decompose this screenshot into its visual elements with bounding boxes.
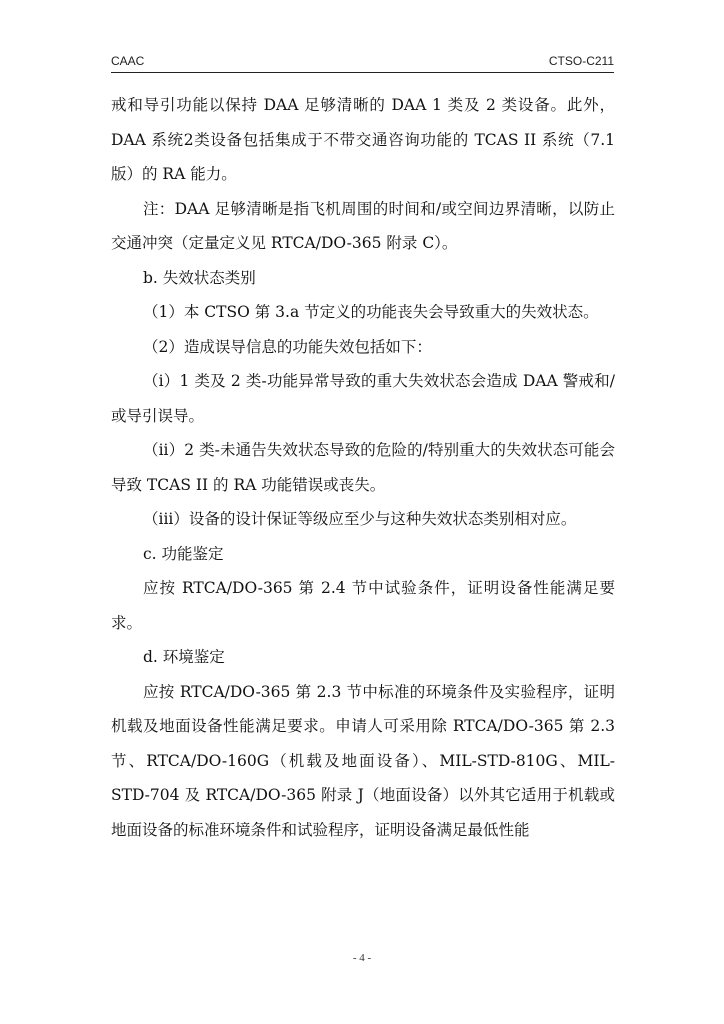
- paragraph: （iii）设备的设计保证等级应至少与这种失效状态类别相对应。: [143, 510, 577, 528]
- document-body: [111, 88, 615, 847]
- paragraph: 应按 RTCA/DO-365 第 2.4 节中试验条件，证明设备性能满足要求。: [111, 579, 615, 632]
- paragraph: （2）造成误导信息的功能失效包括如下：: [143, 337, 432, 356]
- paragraph: （ii）2 类-未通告失效状态导致的危险的/特别重大的失效状态可能会导致 TCAS II 的 RA 功能错误或丧失。: [111, 441, 615, 494]
- page-number: - 4 -: [352, 952, 372, 964]
- paragraph-note: 注：DAA 足够清晰是指飞机周围的时间和/或空间边界清晰，以防止交通冲突（定量定义见 RTCA/DO-365 附录 C）。: [111, 199, 615, 252]
- section-heading-c: c. 功能鉴定: [143, 544, 224, 563]
- paragraph: 应按 RTCA/DO-365 第 2.3 节中标准的环境条件及实验程序，证明机载及地面设备性能满足要求。申请人可采用除 RTCA/DO-365 第 2.3 节、RTCA/DO-160G（机载及地面设备）、MIL-STD-810G、MIL-STD-704 及 RTCA/DO-365 附录 J（地面设备）以外其它适用于机载或地面设备的标准环境条件和试验程序，证明设备满足最低性能: [111, 682, 615, 839]
- paragraph: 戒和导引功能以保持 DAA 足够清晰的 DAA 1 类及 2 类设备。此外，DAA 系统2类设备包括集成于不带交通咨询功能的 TCAS II 系统（7.1版）的 RA 能力。: [111, 96, 615, 183]
- section-heading-d: d. 环境鉴定: [143, 648, 225, 666]
- header-doc-id: CTSO-C211: [548, 54, 614, 68]
- section-heading-b: b. 失效状态类别: [143, 268, 256, 287]
- paragraph: （i）1 类及 2 类-功能异常导致的重大失效状态会造成 DAA 警戒和/或导引误导。: [111, 372, 615, 425]
- header-org: CAAC: [111, 54, 145, 68]
- paragraph: （1）本 CTSO 第 3.a 节定义的功能丧失会导致重大的失效状态。: [143, 303, 599, 321]
- page-header: [111, 50, 614, 73]
